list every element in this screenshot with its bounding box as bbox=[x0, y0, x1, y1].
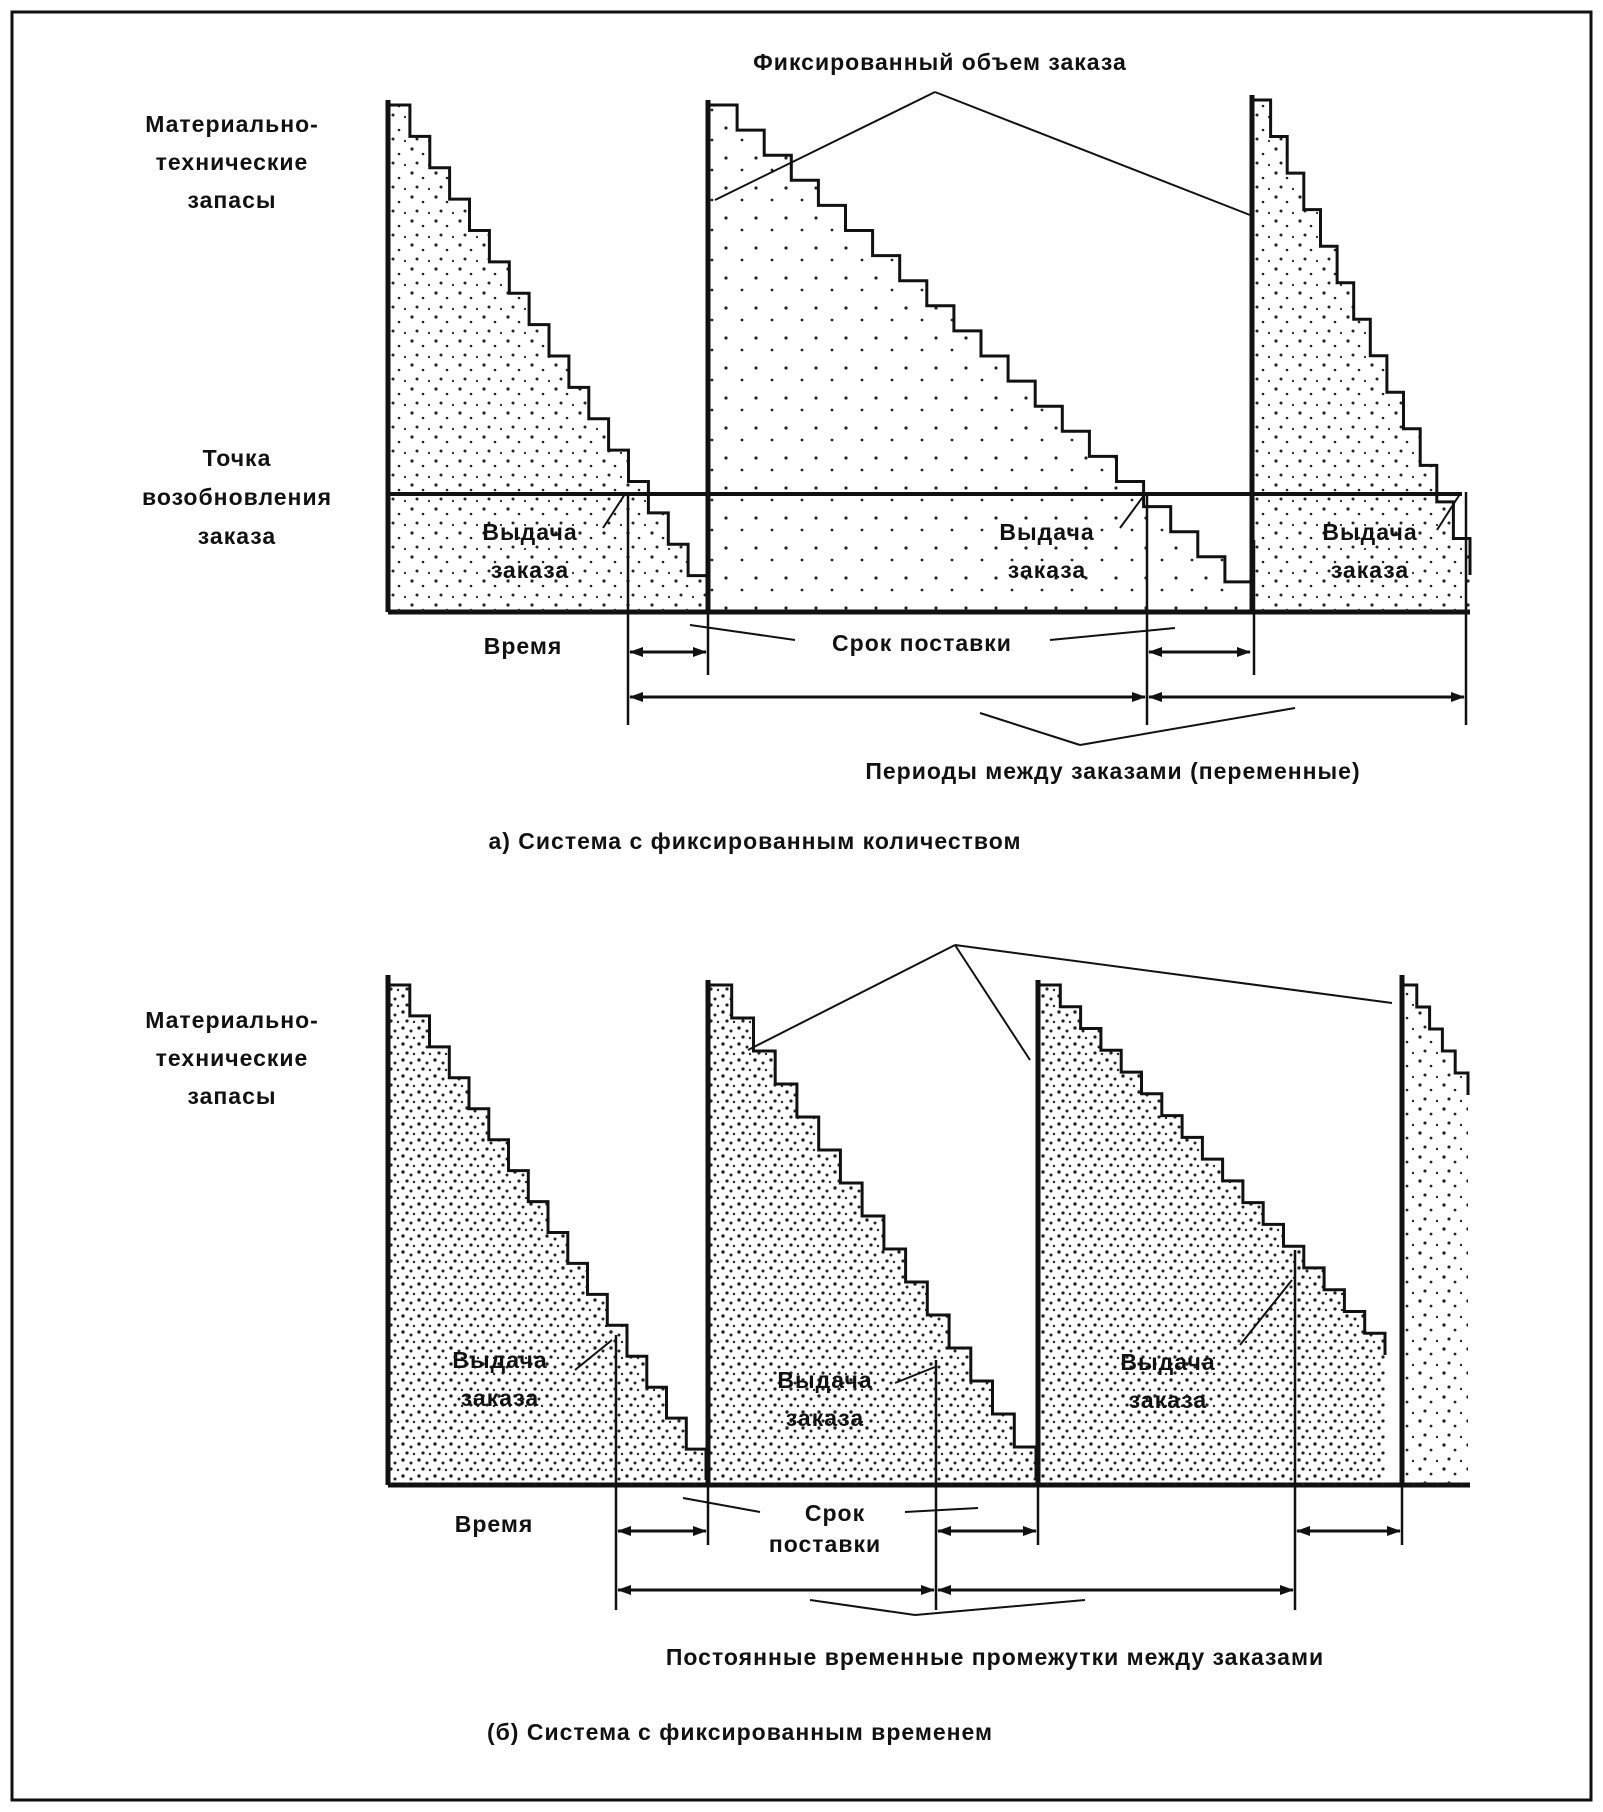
bottom-lead-time-label-line-2: поставки bbox=[768, 1531, 882, 1557]
reorder-point-label-line-2: возобновления bbox=[141, 484, 333, 510]
bottom-time-label: Время bbox=[454, 1511, 534, 1537]
top-time-label: Время bbox=[483, 633, 563, 659]
top-order-issue-3-line-2: заказа bbox=[1330, 557, 1410, 583]
top-fixed-volume-label: Фиксированный объем заказа bbox=[753, 49, 1127, 75]
bottom-order-issue-1-line-1: Выдача bbox=[452, 1347, 548, 1373]
bottom-periods-label: Постоянные временные промежутки между заказами bbox=[665, 1644, 1325, 1670]
bottom-lead-time-leader-2 bbox=[905, 1508, 978, 1512]
top-y-axis-label-line-2: технические bbox=[155, 149, 309, 175]
bottom-volume-leader-2 bbox=[955, 945, 1030, 1060]
top-lead-time-leader-1 bbox=[690, 625, 795, 640]
bottom-y-axis-label-line-2: технические bbox=[155, 1045, 309, 1071]
bottom-lead-time-leader-1 bbox=[683, 1498, 760, 1512]
top-order-issue-1-line-1: Выдача bbox=[482, 519, 578, 545]
bottom-order-issue-3-line-2: заказа bbox=[1128, 1387, 1208, 1413]
top-y-axis-label-line-1: Материально- bbox=[145, 111, 319, 137]
top-order-issue-3-line-1: Выдача bbox=[1322, 519, 1418, 545]
bottom-period-leader-1 bbox=[810, 1600, 915, 1615]
bottom-order-issue-2-line-1: Выдача bbox=[777, 1367, 873, 1393]
top-periods-label: Периоды между заказами (переменные) bbox=[865, 758, 1361, 784]
bottom-cycle-1-stipple bbox=[390, 985, 706, 1485]
top-caption: а) Система с фиксированным количеством bbox=[488, 828, 1022, 854]
bottom-y-axis-label-line-1: Материально- bbox=[145, 1007, 319, 1033]
fixed-volume-leader-2 bbox=[935, 92, 1250, 215]
bottom-cycle-2-stipple bbox=[710, 985, 1036, 1485]
bottom-cycle-4-body bbox=[1404, 1095, 1468, 1485]
bottom-volume-leader-3 bbox=[955, 945, 1392, 1003]
bottom-cycle-3-stipple bbox=[1040, 985, 1385, 1485]
top-order-issue-1-line-2: заказа bbox=[490, 557, 570, 583]
top-order-issue-2-line-1: Выдача bbox=[999, 519, 1095, 545]
reorder-point-label-line-1: Точка bbox=[202, 445, 272, 471]
top-y-axis-label-line-3: запасы bbox=[187, 187, 277, 213]
bottom-caption: (б) Система с фиксированным временем bbox=[486, 1719, 994, 1745]
top-period-leader-2 bbox=[1080, 708, 1295, 745]
bottom-order-issue-3-line-1: Выдача bbox=[1120, 1349, 1216, 1375]
top-order-issue-2-line-2: заказа bbox=[1007, 557, 1087, 583]
bottom-panel bbox=[388, 945, 1470, 1615]
top-lead-time-label: Срок поставки bbox=[832, 630, 1012, 656]
bottom-order-issue-1-line-2: заказа bbox=[460, 1385, 540, 1411]
bottom-volume-leader-1 bbox=[748, 945, 955, 1050]
bottom-order-issue-2-line-2: заказа bbox=[785, 1405, 865, 1431]
top-period-leader-1 bbox=[980, 713, 1080, 745]
bottom-y-axis-label-line-3: запасы bbox=[187, 1083, 277, 1109]
reorder-point-label-line-3: заказа bbox=[197, 523, 277, 549]
bottom-period-leader-2 bbox=[915, 1600, 1085, 1615]
top-lead-time-leader-2 bbox=[1050, 628, 1175, 640]
bottom-lead-time-label-line-1: Срок bbox=[804, 1500, 866, 1526]
